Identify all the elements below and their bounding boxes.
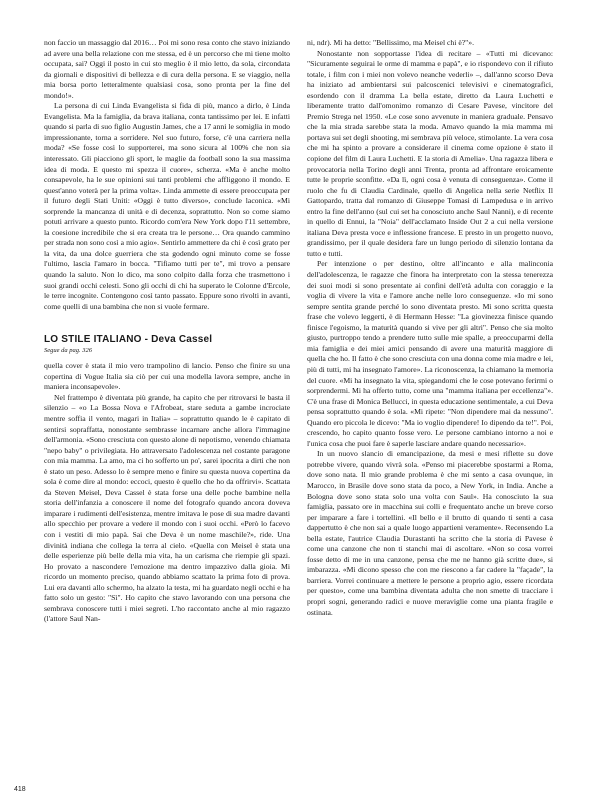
- paragraph: In un nuovo slancio di emancipazione, da mesi e mesi riflette su dove potrebbe vivere, quando vivrà sola. «Penso mi piacerebbe spostarmi a Roma, dove sono nata. Il mio grande problema è che mi sento a casa ovunque, in Marocco, in Brasile dove sono stata da poco, a New York, in India. Anche a Bologna dove sono stata solo una volta con Saul». Ha conosciuto la sua famiglia, passato ore in macchina sui colli e frequentato anche un breve corso per imparare a fare i tortellini. «Il bello e il brutto di quando ti senti a casa dappertutto è che non sai a quale luogo appartieni veramente». Recensendo La bella estate, l'autrice Claudia Durastanti ha scritto che la storia di Pavese è come una canzone che non ti stanchi mai di ascoltare. «Non so cosa vorrei fosse detto di me in una canzone, pensa che me ne hanno già scritte due», si imbarazza. «Mi dicono spesso che con me riescono a far cadere la "façade", la barriera. Vorrei continuare a mettere le persone a proprio agio, essere ricordata per questo», come una bambina diventata adulta che non smette di tracciare i propri sogni, generando radici e nuove meraviglie come una pianta fragile e ostinata.: [307, 449, 553, 617]
- paragraph: quella cover è stata il mio vero trampolino di lancio. Penso che finire su una copertina di Vogue Italia sia ciò per cui una modella lavora sempre, anche in maniera inconsapevole».: [44, 361, 290, 392]
- right-column: [307, 38, 553, 618]
- page-number: 418: [14, 786, 26, 793]
- left-column: [44, 38, 290, 625]
- section-header: [44, 334, 290, 355]
- paragraph: Per intenzione o per destino, oltre all'incanto e alla malinconia dell'adolescenza, le ragazze che finora ha interpretato con la stessa tenerezza dei suoi modi si sono presentate ai confini dell'età adulta con coraggio e la voglia di vivere la vita e l'amore anche nelle loro conseguenze. «Io mi sono sempre sentita grande perché lo sono diventata presto. Mi sono scritta questa frase che volevo leggerti, è di Hermann Hesse: "La giovinezza finisce quando finisce l'egoismo, la maturità quando si vive per gli altri". Penso che sia molto giusto, purtroppo tendo a prendere tutto sulle mie spalle, a preoccuparmi della mia famiglia e dei miei amici pensando di avere una maturità maggiore di quella che ho. Il fatto è che sono cresciuta con una donna come mia madre e lei, più di tutti, mi ha insegnato l'amore». La riconoscenza, la chiamano la memoria del cuore. «Mi ha insegnato la vita, spiegandomi che le cose potevano ferirmi o sorprendermi. Mi ha offerto tutto, come una "mamma italiana per eccellenza"». C'è una frase di Monica Bellucci, in questa educazione sentimentale, a cui Deva pensa soprattutto quando è sola. «Mi ripete: "Non dipendere mai da nessuno". Quando ero piccola le dicevo: "Ma io voglio dipendere! Io dipendo da te!". Poi, crescendo, ho capito quanto fosse vero. Le persone cambiano intorno a noi e l'unica cosa che puoi fare è saperle lasciare andare quando necessario».: [307, 259, 554, 448]
- paragraph: Nonostante non sopportasse l'idea di recitare – «Tutti mi dicevano: "Sicuramente seguirai le orme di mamma e papà", e io rispondevo con il rifiuto totale, i film con i miei non volevo neanche vederli» –, dall'anno scorso Deva ha iniziato ad ambientarsi sui palcoscenici televisivi e cinematografici, esordendo con il dramma La bella estate, diretto da Laura Luchetti e liberamente tratto dall'omonimo romanzo di Cesare Pavese, vincitore del Premio Strega nel 1950. «Le cose sono avvenute in maniera graduale. Pensavo che la mia strada sarebbe stata la moda. Amavo quando la mia mamma mi portava sui set degli shooting, mi sembrava più veloce, stimolante. La vera cosa che mi ha spinto a provare a considerare il cinema come opzione è stato il copione del film di Laura Luchetti. E la storia di Amelia». Una ragazza libera e provocatoria nella Torino degli anni Trenta, pronta ad affrontare eroicamente tutte le proprie sconfitte. «Da lì, ogni cosa è venuta di conseguenza». Come il ruolo che fu di Claudia Cardinale, quello di Angelica nella serie Netflix Il Gattopardo, tratta dal romanzo di Giuseppe Tomasi di Lampedusa e in arrivo entro la fine dell'anno (sul cui set ha conosciuto anche Saul Nanni), e di recente in quello di Ennui, la "Noia" dell'acclamato Inside Out 2 a cui nella versione italiana Deva presta voce e inflessione francese. E presto in un progetto nuovo, grandissimo, per il quale desidera fare un lungo periodo di silenzio lontana da tutto e tutti.: [307, 48, 553, 258]
- paragraph: La persona di cui Linda Evangelista si fida di più, manco a dirlo, è Linda Evangelista. Ma la famiglia, da brava italiana, conta tantissimo per lei. E infatti quando si parla di suo figlio Augustin James, che a 17 anni le somiglia in modo impressionante, torna a sorridere. Nel suo futuro, forse, c'è una carriera nella moda? «Se fosse così lo supporterei, ma sono sicura al 100% che non sia interessato. Gli piacciono gli sport, le maglie da football sono la sua massima idea di moda. E questo mi spezza il cuore», scherza. «Ma è anche molto consapevole, ha le sue opinioni sui tanti problemi che affliggono il mondo. E quest'anno voterà per la prima volta». Linda ammette di essere preoccupata per il futuro degli Stati Uniti: «Oggi è tutto diverso», conclude laconica. «Mi sorprende la mancanza di unità e di decenza, soprattutto. Non so come siamo potuti arrivare a questo punto. Ricordo com'era New York dopo l'11 settembre, la coesione incredibile che si era creata tra le persone… Ora quando cammino per strada non sono così a mio agio». Sentirlo ammettere da chi è così grato per la vita, da una dolce guerriera che sta godendo ogni minuto come se fosse l'ultimo, lascia l'amaro in bocca. "Tifiamo tutti per te", mi trovo a pensare quando la saluto. Non lo dico, ma sono colpito dalla forza che trasmettono i suoi grandi occhi celesti. Sono gli occhi di chi ha superato le Colonne d'Ercole, le terre incognite. Contengono così tanto passato. Eppure sono rivolti in avanti, come quelli di una bambina che non si vuole fermare.: [44, 101, 290, 311]
- section-continuation-note: Segue da pag. 326: [44, 347, 93, 355]
- paragraph: Nel frattempo è diventata più grande, ha capito che per ritrovarsi le basta il silenzio – «o La Bossa Nova e l'Afrobeat, stare seduta a gambe incrociate mentre soffia il vento, magari in Italia» – soprattutto quando le è capitato di sentirsi sopraffatta, nonostante sembrasse incarnare anche allora l'immagine dell'armonia. «Sono cresciuta con questo alone di nepotismo, venendo chiamata "nepo baby" o privilegiata. Ho attraversato l'adolescenza nel costante paragone con mia mamma. La amo, ma ci ho sofferto un po', sarei ipocrita a dirti che non è stato un peso. Adesso lo è sempre meno e finire su questa nuova copertina da sola è come dire al mondo: eccoci, questo è quello che ho da offrirvi». Scattata da Steven Meisel, Deva Cassel è stata forse una delle poche bambine nella storia dell'infanzia a conoscere il nome del fotografo quando ancora doveva imparare i rudimenti dell'esistenza, mentre imitava le pose di sua madre davanti allo specchio per provare a vedere il mondo con i suoi occhi. «Però lo facevo con i vestiti di mio papà. Sai che Deva è un nome maschile?», ride. Una divinità indiana che collega la terra al cielo. «Quella con Meisel è stata una delle esperienze più belle della mia vita, ha un carisma che riempie gli spazi. Ho provato a nascondere l'emozione ma dentro impazzivo dalla gioia. Mi ricordo un momento preciso, quando abbiamo scattato la prima foto di prova. Lui era davanti allo schermo, ha alzato la testa, mi ha guardato negli occhi e ha fatto solo un gesto: "Sì". Ho capito che stavo lavorando con una persona che sembrava conoscere tutti i miei segreti. L'ho raccontato anche al mio ragazzo (l'attore Saul Nan-: [44, 392, 290, 624]
- paragraph: non faccio un massaggio dal 2016… Poi mi sono resa conto che stavo iniziando ad avere una bella relazione con me stessa, ed è un percorso che mi tiene molto occupata, sai? Oggi il posto in cui sto meglio è il mio letto, da sola, circondata da giornali e dispositivi di bellezza e di cura della persona. E se viaggio, nella mia borsa porto letteralmente qualsiasi cosa, sono pronta per la fine del mondo!».: [44, 38, 290, 100]
- section-title: LO STILE ITALIANO - Deva Cassel: [44, 334, 213, 346]
- paragraph: ni, ndr). Mi ha detto: "Bellissimo, ma Meisel chi è?"».: [307, 38, 475, 47]
